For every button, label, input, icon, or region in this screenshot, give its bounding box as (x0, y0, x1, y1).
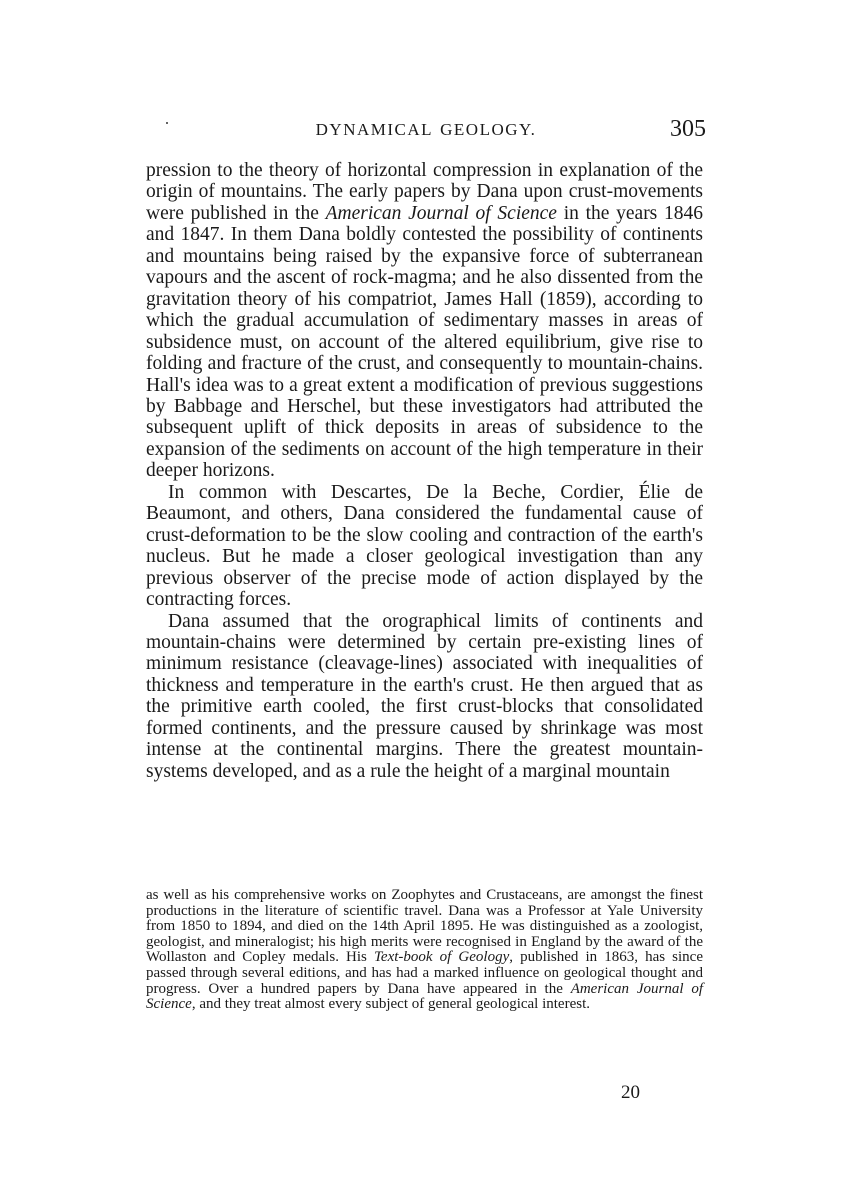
footnote-journal-title: American Journal of Science (146, 980, 703, 1013)
page-number: 305 (670, 116, 706, 142)
paragraph-1-text-b: in the years 1846 and 1847. In them Dana boldly contested the possibility of continents and mountains being raised by the expansive force of subterranean vapours and the ascent of rock-magma; and he also dissented from the gravitation theory of his compatriot, James Hall (1859), according to which the gradual accumulation of sedimentary masses in areas of subsidence must, on account of the altered equilibrium, give rise to folding and fracture of the crust, and consequently to mountain-chains. Hall's idea was to a great extent a modification of previous suggestions by Babbage and Herschel, but these investigators had attributed the subsequent uplift of thick deposits in areas of subsidence to the expansion of the sediments on account of the high temperature in their deeper horizons. (146, 202, 703, 482)
footnote-text (146, 888, 703, 1013)
paragraph-1 (146, 160, 703, 482)
paragraph-1-text-a: pression to the theory of horizontal compression in explanation of the origin of mountains. The early papers by Dana upon crust-movements were published in the (146, 160, 703, 224)
paragraph-3: Dana assumed that the orographical limits of continents and mountain-chains were determined by certain pre-existing lines of minimum resistance (cleavage-lines) associated with inequalities of thickness and temperature in the earth's crust. He then argued that as the primitive earth cooled, the first crust-blocks that consolidated formed continents, and the pressure caused by shrinkage was most intense at the continental margins. There the greatest mountain-systems developed, and as a rule the height of a marginal mountain (146, 610, 703, 782)
footnote (146, 888, 703, 1013)
journal-title: American Journal of Science (325, 202, 557, 224)
running-head: DYNAMICAL GEOLOGY. (315, 120, 537, 139)
book-title: Text-book of Geology (373, 949, 510, 966)
footnote-text-b: , published in 1863, has since passed through several editions, and has had a marked influence on geological thought and progress. Over a hundred papers by Dana have appeared in the (146, 949, 703, 997)
main-text (146, 160, 703, 782)
page-header (146, 118, 706, 148)
paragraph-2: In common with Descartes, De la Beche, Cordier, Élie de Beaumont, and others, Dana considered the fundamental cause of crust-deformation to be the slow cooling and contraction of the earth's nucleus. But he made a closer geological investigation than any previous observer of the precise mode of action displayed by the contracting forces. (146, 481, 703, 611)
signature-mark: 20 (621, 1082, 640, 1103)
footnote-text-c: , and they treat almost every subject of general geological interest. (191, 996, 590, 1013)
footnote-text-a: as well as his comprehensive works on Zoophytes and Crustaceans, are amongst the finest productions in the literature of scientific travel. Dana was a Professor at Yale University from 1850 to 1894, and died on the 14th April 1895. He was distinguished as a zoologist, geologist, and mineralogist; his high merits were recognised in England by the award of the Wollaston and Copley medals. His (146, 887, 703, 966)
